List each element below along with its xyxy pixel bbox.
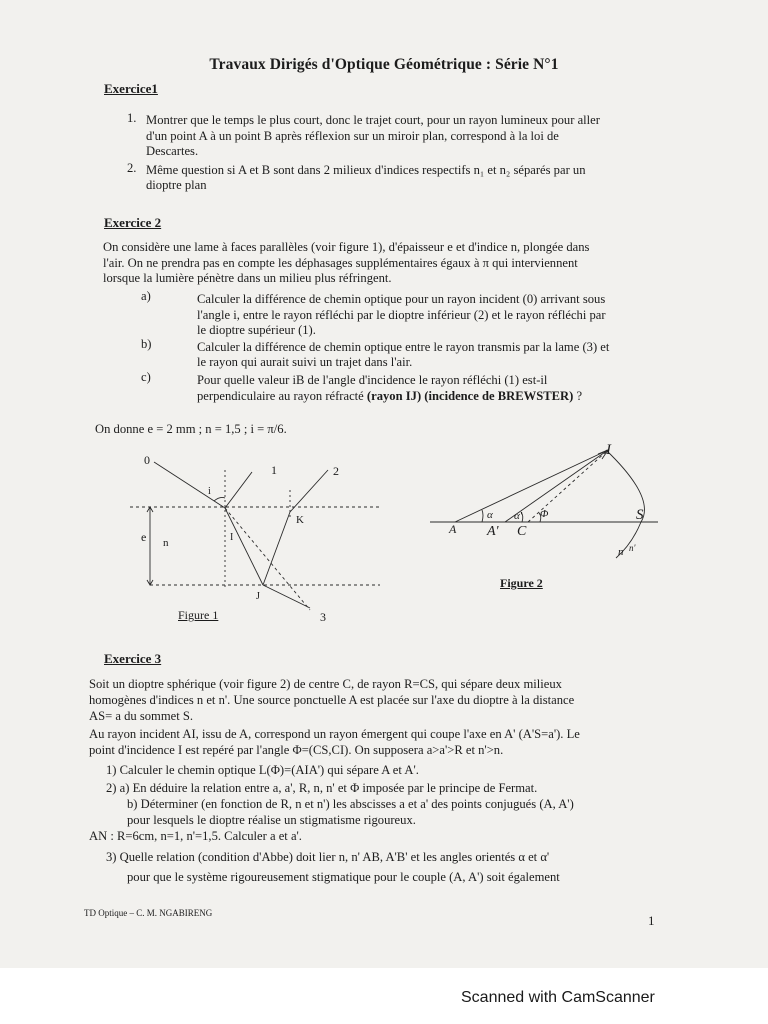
ex3-line4: Au rayon incident AI, issu de A, correspond un rayon émergent qui coupe l'axe en A' (A'S=a'). Le: [89, 727, 580, 741]
fig2-label-n-prime: n': [629, 543, 636, 553]
fig1-ray-1: [225, 472, 252, 508]
ex3-line1: Soit un dioptre sphérique (voir figure 2) de centre C, de rayon R=CS, qui sépare deux milieux: [89, 677, 562, 691]
ex1-q1-number: 1.: [127, 111, 137, 125]
figure2-caption: Figure 2: [500, 576, 543, 590]
ex2-b-number: b): [141, 337, 152, 351]
ex3-line3: AS= a du sommet S.: [89, 709, 194, 723]
ex1-q2-line1: Même question si A et B sont dans 2 milieux d'indices respectifs n₁ et n₂ séparés par un: [146, 163, 586, 177]
ex2-a-line3: le dioptre supérieur (1).: [197, 323, 316, 337]
fig1-label-e: e: [141, 530, 147, 544]
ex3-numerical-application: AN : R=6cm, n=1, n'=1,5. Calculer a et a'.: [89, 829, 302, 843]
fig2-label-I: I: [606, 442, 611, 458]
fig2-label-A: A: [449, 522, 457, 536]
fig1-ray-2: [290, 470, 328, 512]
ex2-c-line1: Pour quelle valeur iB de l'angle d'incidence le rayon réfléchi (1) est-il: [197, 373, 548, 387]
fig2-label-A-prime: A': [487, 524, 499, 539]
fig1-label-1: 1: [271, 463, 277, 477]
fig2-label-C: C: [517, 524, 527, 539]
ex2-b-line2: le rayon qui aurait suivi un trajet dans l'air.: [197, 355, 413, 369]
ex3-q1: 1) Calculer le chemin optique L(Φ)=(AIA') qui sépare A et A'.: [106, 763, 419, 777]
exercise1-heading: Exercice1: [104, 81, 158, 96]
fig2-label-alpha-prime: α': [514, 510, 523, 522]
ex2-intro-line1: On considère une lame à faces parallèles (voir figure 1), d'épaisseur e et d'indice n, plongée dans: [103, 240, 590, 254]
ex2-c-line2: [197, 389, 582, 404]
fig1-label-i: i: [208, 486, 211, 497]
figure1-diagram: [130, 450, 390, 620]
fig1-label-0: 0: [144, 453, 150, 467]
ex2-a-line1: Calculer la différence de chemin optique pour un rayon incident (0) arrivant sous: [197, 292, 606, 306]
fig1-label-I: I: [230, 532, 234, 543]
ex2-given-values: On donne e = 2 mm ; n = 1,5 ; i = π/6.: [95, 422, 287, 436]
fig2-label-S: S: [636, 507, 644, 523]
ex1-q1-line1: Montrer que le temps le plus court, donc le trajet court, pour un rayon lumineux pour aller: [146, 113, 600, 127]
fig1-label-K: K: [296, 514, 304, 526]
fig2-label-n: n: [618, 546, 624, 558]
ex2-c-number: c): [141, 370, 151, 384]
fig1-ray-JK: [263, 512, 290, 585]
fig2-spherical-dioptre: [606, 450, 644, 558]
ex2-c-line2-bold: (rayon IJ) (incidence de BREWSTER): [366, 389, 574, 403]
page-title: Travaux Dirigés d'Optique Géométrique : Série N°1: [209, 56, 559, 73]
page-number: 1: [648, 913, 655, 928]
camscanner-watermark: Scanned with CamScanner: [461, 989, 655, 1006]
fig2-angle-alpha-arc: [482, 510, 483, 522]
exercise3-heading: Exercice 3: [104, 651, 162, 666]
exercise2-heading: Exercice 2: [104, 215, 162, 230]
ex1-q2-number: 2.: [127, 161, 137, 175]
figure2-diagram: [430, 440, 660, 570]
footer-author: TD Optique – C. M. NGABIRENG: [84, 908, 213, 918]
ex2-intro-line2: l'air. On ne prendra pas en compte les déphasages supplémentaires égaux à π qui interviennent: [103, 256, 578, 270]
ex3-line2: homogènes d'indices n et n'. Une source ponctuelle A est placée sur l'axe du dioptre à la distance: [89, 693, 575, 707]
ex2-c-line2-end: ?: [573, 389, 583, 403]
ex3-q3-line2: pour que le système rigoureusement stigmatique pour le couple (A, A') soit également: [127, 870, 560, 884]
ex2-a-number: a): [141, 289, 151, 303]
fig1-ray-3: [263, 585, 310, 608]
fig2-label-phi: Φ: [540, 508, 549, 520]
fig1-label-3: 3: [320, 610, 326, 624]
ex2-c-line2-text: perpendiculaire au rayon réfracté: [197, 389, 367, 403]
ex1-q1-line2: d'un point A à un point B après réflexion sur un miroir plan, correspond à la loi de: [146, 129, 559, 143]
fig1-label-2: 2: [333, 464, 339, 478]
ex2-b-line1: Calculer la différence de chemin optique entre le rayon transmis par la lame (3) et: [197, 340, 610, 354]
figure1-caption: Figure 1: [178, 608, 219, 622]
ex1-q1-line3: Descartes.: [146, 144, 199, 158]
fig1-angle-arc: [214, 497, 225, 501]
ex3-q3-line1: 3) Quelle relation (condition d'Abbe) doit lier n, n' AB, A'B' et les angles orientés α et α': [106, 850, 550, 864]
fig1-label-J: J: [256, 591, 260, 602]
ex1-q2-line2: dioptre plan: [146, 178, 207, 192]
fig2-label-alpha: α: [487, 509, 493, 521]
fig2-ray-AI: [455, 450, 608, 522]
ex2-a-line2: l'angle i, entre le rayon réfléchi par le dioptre inférieur (2) et le rayon réfléchi par: [197, 308, 606, 322]
fig1-label-n: n: [163, 537, 169, 549]
ex3-q2a: 2) a) En déduire la relation entre a, a', R, n, n' et Φ imposée par le principe de Fermat.: [106, 781, 538, 795]
ex3-q2b-line1: b) Déterminer (en fonction de R, n et n') les abscisses a et a' des points conjugués (A, A'): [127, 797, 574, 811]
ex3-line5: point d'incidence I est repéré par l'angle Φ=(CS,CI). On supposera a>a'>R et n'>n.: [89, 743, 504, 757]
ex3-q2b-line2: pour lesquels le dioptre réalise un stigmatisme rigoureux.: [127, 813, 416, 827]
ex2-intro-line3: lorsque la lumière pénètre dans un milieu plus réfringent.: [103, 271, 392, 285]
